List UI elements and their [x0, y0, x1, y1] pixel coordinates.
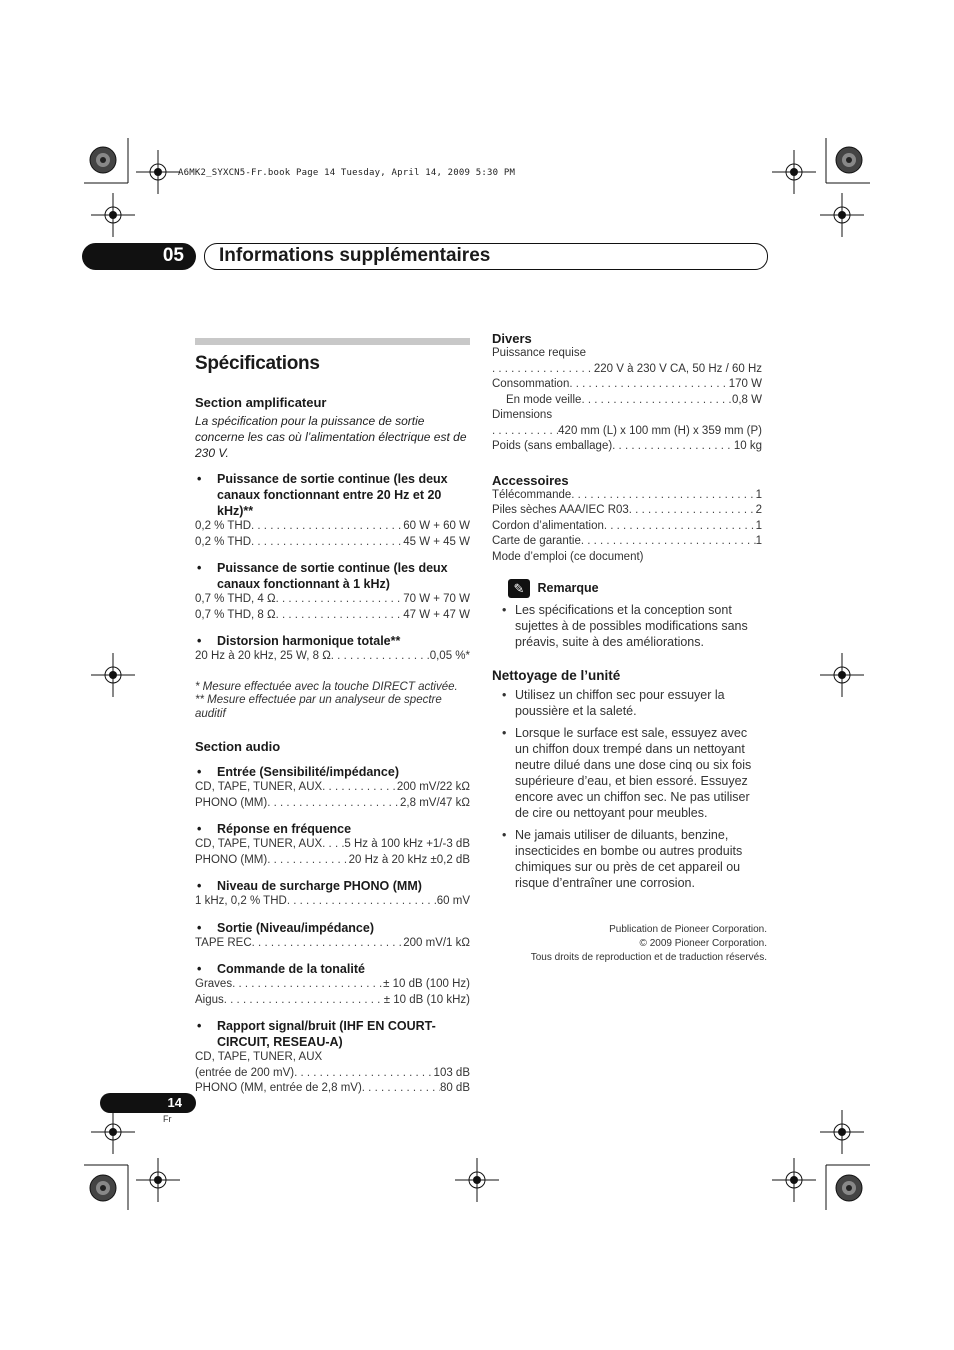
spec-label: TAPE REC — [195, 936, 252, 949]
spec-row — [195, 977, 470, 993]
cleaning-item: • Utilisez un chiffon sec pour essuyer la poussière et la saleté. — [492, 687, 762, 719]
spec-value: 200 mV/22 kΩ — [396, 781, 470, 793]
accessories-manual: Mode d’emploi (ce document) — [492, 550, 644, 563]
power1k-rows — [195, 592, 470, 623]
snr-heading: • Rapport signal/bruit (IHF EN COURT-CIRCUIT, RESEAU-A) — [195, 1018, 470, 1050]
spec-label: Graves — [195, 978, 233, 990]
dot-leader — [232, 977, 383, 993]
amp-heading: Section amplificateur — [195, 395, 327, 410]
spec-label: Consommation — [492, 378, 570, 390]
dot-leader — [267, 796, 400, 812]
dot-leader — [252, 936, 404, 952]
spec-label: Carte de garantie — [492, 535, 581, 547]
thd-heading: • Distorsion harmonique totale** — [195, 633, 470, 649]
dot-leader — [362, 1081, 440, 1097]
thd-rows — [195, 649, 470, 665]
spec-row — [492, 393, 762, 409]
spec-value: 60 W + 60 W — [403, 520, 470, 532]
spec-value: 10 kg — [733, 440, 762, 452]
accessories-rows — [492, 488, 762, 550]
spec-row — [195, 1081, 470, 1097]
spec-value: ± 10 dB (100 Hz) — [383, 978, 470, 990]
dot-leader — [331, 649, 430, 665]
spec-label: 0,2 % THD — [195, 520, 252, 532]
spec-row — [492, 503, 762, 519]
dot-leader — [276, 608, 404, 624]
phono-heading: • Niveau de surcharge PHONO (MM) — [195, 878, 470, 894]
spec-row — [492, 362, 762, 378]
dot-leader — [251, 535, 403, 551]
output-rows — [195, 936, 470, 952]
dimensions-label: Dimensions — [492, 409, 553, 421]
footer-rights: Tous droits de reproduction et de traduction réservés. — [530, 952, 767, 963]
spec-value: 420 mm (L) x 100 mm (H) x 359 mm (P) — [558, 424, 762, 437]
dot-leader — [604, 519, 756, 535]
dot-leader — [276, 592, 404, 608]
spec-value: 170 W — [728, 378, 762, 390]
print-header-line: A6MK2_SYXCN5-Fr.book Page 14 Tuesday, April 14, 2009 5:30 PM — [178, 168, 516, 178]
spec-label: (entrée de 200 mV) — [195, 1066, 295, 1079]
divers-rows-2 — [492, 424, 762, 455]
spec-label: 0,7 % THD, 8 Ω — [195, 608, 276, 621]
page-number: 14 — [167, 1095, 182, 1110]
input-heading: • Entrée (Sensibilité/impédance) — [195, 764, 470, 780]
dot-leader — [581, 534, 756, 550]
spec-label: 20 Hz à 20 kHz, 25 W, 8 Ω — [195, 650, 331, 662]
chapter-number-badge — [82, 243, 196, 270]
spec-label: Piles sèches AAA/IEC R03 — [492, 504, 629, 516]
cleaning-item: • Ne jamais utiliser de diluants, benzine, insecticides en bombe ou autres produits chimiques sur ou près de cet appareil ou risque d’entraîner une corrosion. — [492, 827, 762, 891]
cleaning-heading: Nettoyage de l’unité — [492, 668, 621, 683]
spec-value: 80 dB — [439, 1082, 470, 1094]
footnote-1: * Mesure effectuée avec la touche DIRECT activée. — [195, 680, 458, 693]
snr-rows — [195, 1066, 470, 1097]
chapter-title: Informations supplémentaires — [219, 245, 491, 266]
power-rows — [195, 519, 470, 550]
spec-value: 200 mV/1 kΩ — [403, 936, 470, 949]
dot-leader — [492, 362, 594, 378]
spec-row — [195, 837, 470, 853]
spec-value: 1 — [755, 488, 762, 501]
remark-label: Remarque — [537, 580, 599, 595]
spec-value: 2 — [755, 504, 762, 516]
audio-heading: Section audio — [195, 739, 281, 754]
footnote-2: ** Mesure effectuée par un analyseur de spectre auditif — [195, 694, 442, 720]
power-heading: • Puissance de sortie continue (les deux canaux fonctionnant entre 20 Hz et 20 kHz)** — [195, 471, 470, 519]
spec-value: 20 Hz à 20 kHz ±0,2 dB — [348, 853, 470, 866]
left-column — [195, 338, 470, 1097]
spec-value: 0,05 %* — [429, 650, 470, 662]
chapter-number: 05 — [162, 245, 184, 266]
phono-rows — [195, 894, 470, 910]
remark-header — [492, 579, 762, 598]
chapter-title-box — [204, 243, 768, 270]
spec-value: 1 — [755, 535, 762, 547]
spec-row — [492, 439, 762, 455]
spec-row — [195, 853, 470, 869]
spec-row — [492, 424, 762, 440]
spec-row — [492, 488, 762, 504]
dot-leader — [287, 894, 437, 910]
dot-leader — [569, 377, 728, 393]
dot-leader — [267, 853, 348, 869]
spec-value: 2,8 mV/47 kΩ — [400, 796, 470, 809]
dot-leader — [294, 1066, 433, 1082]
footer-publisher: Publication de Pioneer Corporation. — [609, 924, 767, 935]
spec-row — [195, 936, 470, 952]
dot-leader — [322, 780, 397, 796]
spec-label: CD, TAPE, TUNER, AUX — [195, 838, 323, 850]
section-bar — [195, 338, 470, 345]
dot-leader — [251, 519, 403, 535]
remark-text: • Les spécifications et la conception sont sujettes à de possibles modifications sans préavis, suite à des améliorations. — [492, 602, 762, 650]
spec-label: PHONO (MM) — [195, 853, 268, 866]
spec-row — [195, 894, 470, 910]
page-number-pill — [100, 1093, 196, 1113]
power-requirement-label: Puissance requise — [492, 347, 586, 359]
spec-value: 70 W + 70 W — [403, 593, 470, 605]
tone-heading: • Commande de la tonalité — [195, 961, 470, 977]
input-rows — [195, 780, 470, 811]
spec-row — [492, 519, 762, 535]
dot-leader — [629, 503, 756, 519]
divers-heading: Divers — [492, 331, 532, 346]
spec-row — [195, 993, 470, 1009]
spec-row — [195, 780, 470, 796]
spec-value: 5 Hz à 100 kHz +1/-3 dB — [344, 838, 470, 850]
spec-label: Poids (sans emballage) — [492, 440, 613, 452]
tone-rows — [195, 977, 470, 1008]
section-title: Spécifications — [195, 353, 320, 374]
spec-row — [195, 796, 470, 812]
snr-line: CD, TAPE, TUNER, AUX — [195, 1051, 323, 1063]
dot-leader — [224, 993, 384, 1009]
cleaning-item: • Lorsque le surface est sale, essuyez avec un chiffon doux trempé dans un nettoyant neutre dilué dans une dose cinq ou six fois supérieure d’eau, et bien essoré. Essuyez encore avec un chiffon sec. Ne pas utiliser de cire ou nettoyant pour meubles. — [492, 725, 762, 821]
dot-leader — [322, 837, 344, 853]
spec-label: CD, TAPE, TUNER, AUX — [195, 781, 323, 793]
spec-value: 220 V à 230 V CA, 50 Hz / 60 Hz — [593, 362, 762, 375]
spec-label: PHONO (MM, entrée de 2,8 mV) — [195, 1082, 362, 1094]
amp-intro: La spécification pour la puissance de sortie concerne les cas où l’alimentation électrique est de 230 V. — [195, 414, 467, 460]
spec-row — [492, 534, 762, 550]
spec-row — [195, 649, 470, 665]
pencil-note-icon: ✎ — [508, 579, 530, 598]
power1k-heading: • Puissance de sortie continue (les deux canaux fonctionnant à 1 kHz) — [195, 560, 470, 592]
page-language: Fr — [163, 1114, 172, 1124]
dot-leader — [612, 439, 734, 455]
freq-heading: • Réponse en fréquence — [195, 821, 470, 837]
spec-label: 0,7 % THD, 4 Ω — [195, 593, 276, 605]
spec-row — [195, 1066, 470, 1082]
spec-row — [492, 377, 762, 393]
dot-leader — [581, 393, 732, 409]
dot-leader — [571, 488, 755, 504]
right-column — [492, 331, 762, 891]
spec-label: Cordon d’alimentation — [492, 519, 604, 532]
spec-row — [195, 592, 470, 608]
accessories-heading: Accessoires — [492, 472, 569, 488]
spec-row — [195, 608, 470, 624]
spec-value: 45 W + 45 W — [403, 535, 470, 548]
footer-copyright: © 2009 Pioneer Corporation. — [639, 938, 767, 949]
freq-rows — [195, 837, 470, 868]
spec-value: 0,8 W — [731, 393, 762, 406]
spec-row — [195, 519, 470, 535]
spec-label: Télécommande — [492, 488, 572, 501]
divers-rows — [492, 362, 762, 409]
spec-value: ± 10 dB (10 kHz) — [383, 993, 470, 1006]
spec-row — [195, 535, 470, 551]
publisher-footer — [480, 923, 767, 965]
spec-label: 1 kHz, 0,2 % THD — [195, 895, 287, 907]
spec-value: 1 — [755, 519, 762, 532]
spec-value: 47 W + 47 W — [403, 608, 470, 621]
spec-label: 0,2 % THD — [195, 535, 252, 548]
spec-value: 103 dB — [433, 1066, 470, 1079]
spec-value: 60 mV — [436, 895, 470, 907]
spec-label: Aigus — [195, 993, 224, 1006]
output-heading: • Sortie (Niveau/impédance) — [195, 920, 470, 936]
spec-label: En mode veille — [506, 393, 582, 406]
dot-leader — [492, 424, 558, 440]
spec-label: PHONO (MM) — [195, 796, 268, 809]
